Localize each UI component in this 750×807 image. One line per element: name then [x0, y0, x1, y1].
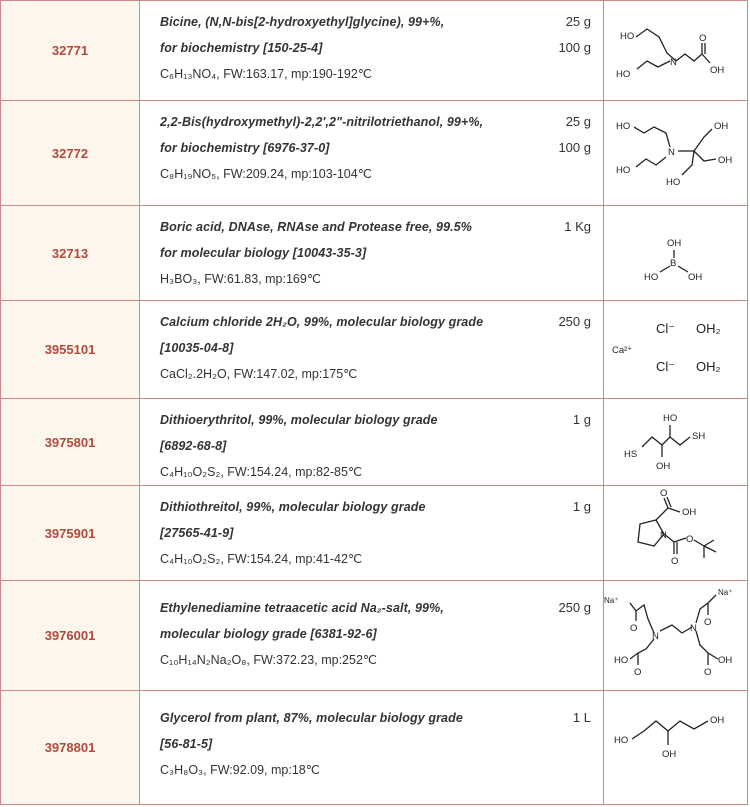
pack-size: 1 Kg	[564, 219, 591, 234]
table-row	[1, 301, 748, 399]
table-row	[1, 581, 748, 691]
atom-label: O	[704, 667, 712, 678]
pack-size: 250 g	[558, 314, 591, 329]
catalog-number: 3978801	[1, 691, 140, 805]
structure-cell	[604, 581, 748, 691]
atom-label: O	[699, 33, 707, 44]
atom-label: O	[660, 488, 668, 499]
catalog-number: 32771	[1, 1, 140, 101]
structure-cell	[604, 301, 748, 399]
product-formula: C₈H₁₉NO₅, FW:209.24, mp:103-104℃	[160, 167, 372, 181]
atom-label: N	[670, 57, 677, 68]
atom-label: HO	[620, 31, 635, 42]
pack-size: 25 g	[565, 14, 591, 29]
pack-size: 100 g	[558, 40, 591, 55]
structure-cell	[604, 399, 748, 486]
bicine-structure	[604, 1, 746, 99]
catalog-number: 3975901	[1, 486, 140, 581]
product-name-line1: Bicine, (N,N-bis[2-hydroxyethyl]glycine), 99+%,	[160, 15, 445, 29]
atom-label: N	[660, 530, 667, 541]
atom-label: OH	[688, 272, 703, 283]
product-description	[140, 1, 604, 101]
atom-label: HO	[616, 69, 631, 80]
product-formula: C₁₀H₁₄N₂Na₂O₈, FW:372.23, mp:252℃	[160, 653, 377, 667]
pack-size: 1 L	[572, 710, 591, 725]
edta-structure	[604, 581, 746, 689]
catalog-number: 3976001	[1, 581, 140, 691]
structure-cell	[604, 1, 748, 101]
catalog-number: 3955101	[1, 301, 140, 399]
structure-cell	[604, 101, 748, 206]
table-row	[1, 206, 748, 301]
product-name-line2: for molecular biology [10043-35-3]	[160, 246, 367, 260]
product-name-line2: [27565-41-9]	[160, 526, 234, 540]
atom-label: O	[630, 623, 638, 634]
table-row	[1, 691, 748, 805]
atom-label: N	[652, 631, 659, 642]
atom-label: OH	[656, 461, 671, 472]
dithioerythritol-structure	[604, 399, 746, 484]
product-name-line1: Dithiothreitol, 99%, molecular biology grade	[160, 500, 426, 514]
boric-acid-structure	[604, 206, 746, 299]
product-description	[140, 399, 604, 486]
structure-cell	[604, 691, 748, 805]
pack-sizes	[573, 494, 591, 520]
product-name-line2: [56-81-5]	[160, 737, 213, 751]
atom-label: N	[668, 147, 675, 158]
structure-cell	[604, 206, 748, 301]
atom-label: Na⁺	[718, 588, 733, 597]
atom-label: HO	[614, 735, 629, 746]
structure-cell	[604, 486, 748, 581]
atom-label: O	[704, 617, 712, 628]
atom-label: HO	[616, 165, 631, 176]
atom-label: SH	[692, 431, 706, 442]
pack-size: 100 g	[558, 140, 591, 155]
ion-label: Cl⁻	[656, 321, 676, 336]
glycerol-structure	[604, 691, 746, 803]
calcium-chloride-structure	[604, 301, 746, 397]
pack-sizes	[558, 109, 591, 161]
catalog-number: 3975801	[1, 399, 140, 486]
atom-label: Na⁺	[604, 596, 619, 605]
atom-label: O	[671, 556, 679, 567]
atom-label: OH	[710, 65, 725, 76]
product-description	[140, 486, 604, 581]
atom-label: OH	[662, 749, 677, 760]
pack-sizes	[558, 9, 591, 61]
pack-sizes	[564, 214, 591, 240]
product-description	[140, 101, 604, 206]
pack-size: 250 g	[558, 600, 591, 615]
product-formula: H₃BO₃, FW:61.83, mp:169℃	[160, 272, 321, 286]
atom-label: OH	[718, 155, 733, 166]
table-row	[1, 486, 748, 581]
atom-label: N	[690, 623, 697, 634]
product-name-line1: 2,2-Bis(hydroxymethyl)-2,2',2"-nitrilotriethanol, 99+%,	[160, 115, 484, 129]
product-description	[140, 301, 604, 399]
atom-label: HO	[614, 655, 629, 666]
product-name-line2: [10035-04-8]	[160, 341, 234, 355]
atom-label: HO	[644, 272, 659, 283]
product-name-line1: Calcium chloride 2H₂O, 99%, molecular biology grade	[160, 315, 484, 329]
catalog-number: 32713	[1, 206, 140, 301]
pack-sizes	[558, 309, 591, 335]
pack-sizes	[573, 705, 591, 731]
product-formula: C₃H₈O₃, FW:92.09, mp:18℃	[160, 763, 320, 777]
catalog-number: 32772	[1, 101, 140, 206]
product-formula: C₆H₁₃NO₄, FW:163.17, mp:190-192℃	[160, 67, 372, 81]
table-row	[1, 399, 748, 486]
product-description	[140, 581, 604, 691]
product-name-line1: Boric acid, DNAse, RNAse and Protease free, 99.5%	[160, 220, 472, 234]
atom-label: OH	[682, 507, 697, 518]
atom-label: HO	[663, 413, 678, 424]
product-formula: C₄H₁₀O₂S₂, FW:154.24, mp:82-85℃	[160, 465, 362, 479]
atom-label: B	[670, 258, 677, 269]
pack-size: 1 g	[572, 499, 591, 514]
atom-label: OH	[714, 121, 729, 132]
bis-tris-structure	[604, 101, 746, 204]
pack-sizes	[573, 407, 591, 433]
atom-label: HO	[666, 177, 681, 188]
atom-label: OH	[718, 655, 733, 666]
product-name-line2: for biochemistry [6976-37-0]	[160, 141, 330, 155]
atom-label: HS	[624, 449, 638, 460]
product-formula: CaCl₂.2H₂O, FW:147.02, mp:175℃	[160, 367, 358, 381]
product-name-line2: for biochemistry [150-25-4]	[160, 41, 323, 55]
table-row	[1, 101, 748, 206]
atom-label: OH	[710, 715, 725, 726]
ion-label: Cl⁻	[656, 359, 676, 374]
water-label: OH₂	[696, 321, 721, 336]
table-row	[1, 1, 748, 101]
product-name-line2: [6892-68-8]	[160, 439, 227, 453]
product-name-line1: Dithioerythritol, 99%, molecular biology grade	[160, 413, 438, 427]
ion-label: Ca²⁺	[612, 345, 633, 356]
dithiothreitol-structure	[604, 486, 746, 579]
water-label: OH₂	[696, 359, 721, 374]
product-name-line1: Ethylenediamine tetraacetic acid Na₂-salt, 99%,	[160, 601, 444, 615]
atom-label: HO	[616, 121, 631, 132]
product-description	[140, 691, 604, 805]
pack-size: 1 g	[572, 412, 591, 427]
pack-sizes	[558, 595, 591, 621]
product-name-line1: Glycerol from plant, 87%, molecular biology grade	[160, 711, 463, 725]
pack-size: 25 g	[565, 114, 591, 129]
product-name-line2: molecular biology grade [6381-92-6]	[160, 627, 377, 641]
atom-label: OH	[667, 238, 682, 249]
atom-label: O	[686, 534, 694, 545]
atom-label: O	[634, 667, 642, 678]
product-description	[140, 206, 604, 301]
product-formula: C₄H₁₀O₂S₂, FW:154.24, mp:41-42℃	[160, 552, 362, 566]
